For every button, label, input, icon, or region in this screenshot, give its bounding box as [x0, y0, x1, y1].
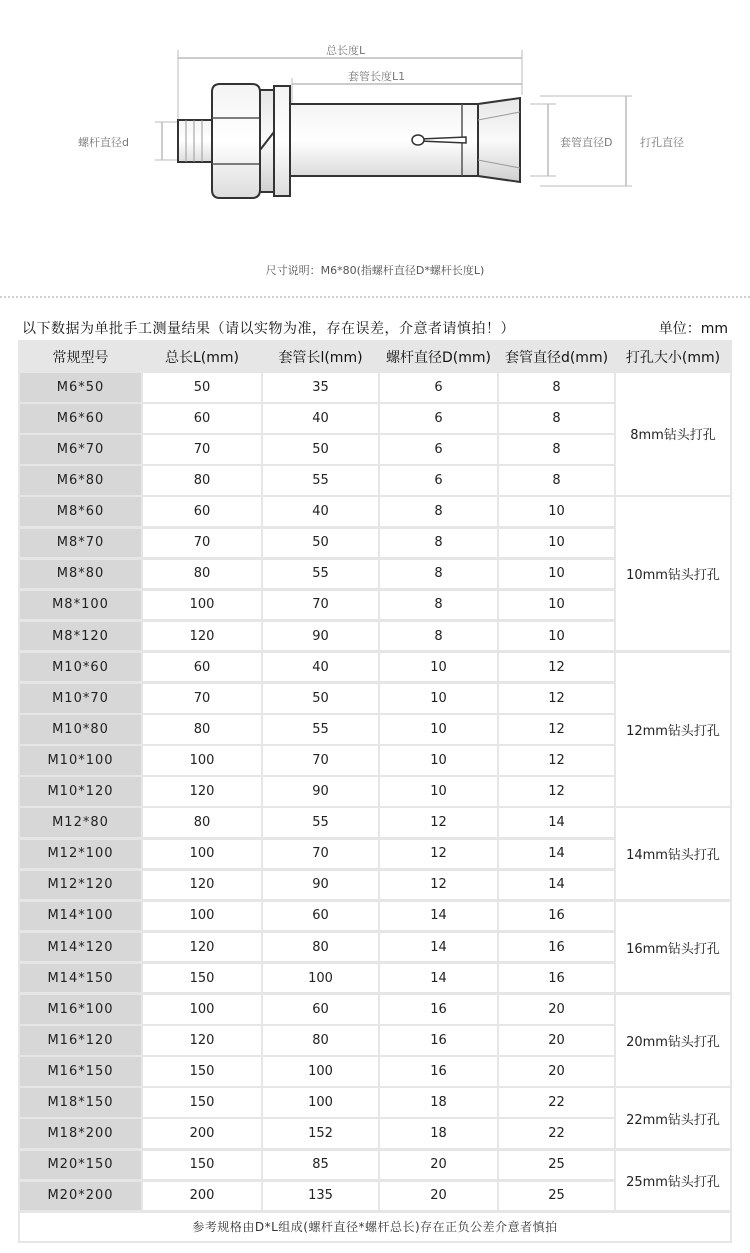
model-cell: M16*100: [20, 995, 141, 1024]
bolt-diameter-cell: 14: [380, 933, 497, 962]
total-length-label: 总长度L: [326, 44, 366, 57]
sleeve-diameter-label: 套管直径D: [560, 136, 613, 149]
drill-size-cell: 22mm钻头打孔: [616, 1088, 730, 1148]
total-length-cell: 70: [143, 684, 261, 713]
bolt-diameter-cell: 6: [380, 435, 497, 464]
model-cell: M8*60: [20, 497, 141, 526]
sleeve-diameter-cell: 12: [499, 684, 614, 713]
sleeve-diameter-cell: 16: [499, 902, 614, 931]
bolt-diameter-cell: 10: [380, 746, 497, 775]
sleeve-diameter-cell: 10: [499, 560, 614, 589]
total-length-cell: 80: [143, 466, 261, 495]
header-bolt-diameter: 螺杆直径D(mm): [380, 342, 497, 371]
sleeve-diameter-cell: 16: [499, 933, 614, 962]
bolt-diameter-cell: 8: [380, 622, 497, 651]
sleeve-length-cell: 70: [263, 591, 378, 620]
bolt-diameter-cell: 16: [380, 995, 497, 1024]
unit-label: 单位：mm: [658, 321, 728, 337]
bolt-diameter-cell: 20: [380, 1151, 497, 1180]
total-length-cell: 70: [143, 529, 261, 558]
total-length-cell: 120: [143, 871, 261, 900]
sleeve-length-cell: 40: [263, 497, 378, 526]
sleeve-diameter-cell: 8: [499, 373, 614, 402]
sleeve-length-cell: 70: [263, 746, 378, 775]
sleeve-length-cell: 90: [263, 777, 378, 806]
bolt-diameter-cell: 10: [380, 653, 497, 682]
bolt-diameter-cell: 16: [380, 1057, 497, 1086]
bolt-diameter-cell: 8: [380, 497, 497, 526]
model-cell: M18*200: [20, 1119, 141, 1148]
total-length-cell: 50: [143, 373, 261, 402]
header-drill-size: 打孔大小(mm): [616, 342, 730, 371]
sleeve-length-cell: 85: [263, 1151, 378, 1180]
sleeve-diameter-cell: 12: [499, 746, 614, 775]
sleeve-diameter-cell: 12: [499, 715, 614, 744]
model-cell: M6*50: [20, 373, 141, 402]
sleeve-length-cell: 80: [263, 933, 378, 962]
total-length-cell: 100: [143, 995, 261, 1024]
sleeve-diameter-cell: 10: [499, 622, 614, 651]
model-cell: M14*150: [20, 964, 141, 993]
drill-size-cell: 12mm钻头打孔: [616, 653, 730, 806]
bolt-diameter-cell: 10: [380, 777, 497, 806]
bolt-diameter-cell: 6: [380, 466, 497, 495]
model-cell: M18*150: [20, 1088, 141, 1117]
drill-size-cell: 8mm钻头打孔: [616, 373, 730, 495]
sleeve-length-cell: 50: [263, 684, 378, 713]
diagram-caption: 尺寸说明：M6*80(指螺杆直径D*螺杆长度L): [265, 264, 485, 277]
dotted-divider: [0, 296, 750, 298]
model-cell: M6*70: [20, 435, 141, 464]
total-length-cell: 100: [143, 746, 261, 775]
sleeve-diameter-cell: 14: [499, 840, 614, 869]
sleeve-length-cell: 40: [263, 404, 378, 433]
sleeve-diameter-cell: 20: [499, 1026, 614, 1055]
bolt-diameter-cell: 12: [380, 808, 497, 837]
bolt-diameter-cell: 12: [380, 871, 497, 900]
bolt-diameter-cell: 6: [380, 373, 497, 402]
sleeve-diameter-cell: 16: [499, 964, 614, 993]
sleeve-length-cell: 60: [263, 995, 378, 1024]
bolt-diameter-cell: 8: [380, 529, 497, 558]
bolt-diameter-cell: 12: [380, 840, 497, 869]
model-cell: M6*60: [20, 404, 141, 433]
total-length-cell: 80: [143, 715, 261, 744]
sleeve-length-cell: 70: [263, 840, 378, 869]
bolt-diameter-label: 螺杆直径d: [78, 136, 129, 149]
total-length-cell: 150: [143, 1057, 261, 1086]
model-cell: M12*80: [20, 808, 141, 837]
model-cell: M16*120: [20, 1026, 141, 1055]
sleeve-diameter-cell: 12: [499, 653, 614, 682]
model-cell: M8*70: [20, 529, 141, 558]
model-cell: M12*100: [20, 840, 141, 869]
sleeve-length-cell: 60: [263, 902, 378, 931]
table-footer-note: 参考规格由D*L组成(螺杆直径*螺杆总长)存在正负公差介意者慎拍: [20, 1213, 730, 1241]
sleeve-diameter-cell: 14: [499, 871, 614, 900]
sleeve-length-cell: 35: [263, 373, 378, 402]
model-cell: M10*80: [20, 715, 141, 744]
total-length-cell: 80: [143, 560, 261, 589]
drill-size-cell: 10mm钻头打孔: [616, 497, 730, 650]
model-cell: M8*80: [20, 560, 141, 589]
total-length-cell: 100: [143, 591, 261, 620]
sleeve-diameter-cell: 10: [499, 529, 614, 558]
model-cell: M20*150: [20, 1151, 141, 1180]
bolt-diameter-cell: 6: [380, 404, 497, 433]
drill-size-cell: 20mm钻头打孔: [616, 995, 730, 1086]
sleeve-length-cell: 55: [263, 560, 378, 589]
bolt-diameter-cell: 14: [380, 902, 497, 931]
header-sleeve-length: 套管长l(mm): [263, 342, 378, 371]
sleeve-diameter-cell: 25: [499, 1151, 614, 1180]
model-cell: M20*200: [20, 1182, 141, 1211]
model-cell: M14*120: [20, 933, 141, 962]
total-length-cell: 150: [143, 1151, 261, 1180]
model-cell: M8*100: [20, 591, 141, 620]
sleeve-length-cell: 40: [263, 653, 378, 682]
total-length-cell: 120: [143, 622, 261, 651]
total-length-cell: 60: [143, 653, 261, 682]
sleeve-length-cell: 50: [263, 529, 378, 558]
sleeve-length-cell: 55: [263, 808, 378, 837]
bolt-diameter-cell: 10: [380, 684, 497, 713]
sleeve-diameter-cell: 14: [499, 808, 614, 837]
total-length-cell: 70: [143, 435, 261, 464]
header-sleeve-diameter: 套管直径d(mm): [499, 342, 614, 371]
measurement-notice: 以下数据为单批手工测量结果（请以实物为准，存在误差，介意者请慎拍！）: [22, 321, 515, 337]
model-cell: M10*70: [20, 684, 141, 713]
header-model: 常规型号: [20, 342, 141, 371]
sleeve-diameter-cell: 22: [499, 1088, 614, 1117]
model-cell: M10*100: [20, 746, 141, 775]
model-cell: M14*100: [20, 902, 141, 931]
model-cell: M10*60: [20, 653, 141, 682]
sleeve-diameter-cell: 20: [499, 995, 614, 1024]
total-length-cell: 200: [143, 1119, 261, 1148]
bolt-diameter-cell: 18: [380, 1119, 497, 1148]
sleeve-length-cell: 100: [263, 1088, 378, 1117]
sleeve-length-cell: 80: [263, 1026, 378, 1055]
sleeve-diameter-cell: 12: [499, 777, 614, 806]
sleeve-length-label: 套管长度L1: [348, 70, 406, 83]
total-length-cell: 100: [143, 902, 261, 931]
total-length-cell: 100: [143, 840, 261, 869]
sleeve-diameter-cell: 8: [499, 466, 614, 495]
total-length-cell: 200: [143, 1182, 261, 1211]
bolt-diameter-cell: 8: [380, 560, 497, 589]
drill-size-cell: 25mm钻头打孔: [616, 1151, 730, 1211]
sleeve-length-cell: 90: [263, 871, 378, 900]
model-cell: M8*120: [20, 622, 141, 651]
sleeve-diameter-cell: 20: [499, 1057, 614, 1086]
drill-size-cell: 16mm钻头打孔: [616, 902, 730, 993]
total-length-cell: 80: [143, 808, 261, 837]
bolt-diameter-cell: 18: [380, 1088, 497, 1117]
sleeve-length-cell: 55: [263, 466, 378, 495]
sleeve-length-cell: 55: [263, 715, 378, 744]
sleeve-diameter-cell: 8: [499, 435, 614, 464]
bolt-diameter-cell: 10: [380, 715, 497, 744]
sleeve-length-cell: 50: [263, 435, 378, 464]
sleeve-length-cell: 90: [263, 622, 378, 651]
sleeve-diameter-cell: 10: [499, 497, 614, 526]
sleeve-length-cell: 135: [263, 1182, 378, 1211]
sleeve-length-cell: 100: [263, 1057, 378, 1086]
total-length-cell: 120: [143, 1026, 261, 1055]
sleeve-length-cell: 100: [263, 964, 378, 993]
sleeve-diameter-cell: 8: [499, 404, 614, 433]
total-length-cell: 150: [143, 964, 261, 993]
total-length-cell: 60: [143, 404, 261, 433]
bolt-diameter-cell: 16: [380, 1026, 497, 1055]
total-length-cell: 60: [143, 497, 261, 526]
model-cell: M16*150: [20, 1057, 141, 1086]
bolt-diameter-cell: 14: [380, 964, 497, 993]
sleeve-diameter-cell: 25: [499, 1182, 614, 1211]
total-length-cell: 120: [143, 933, 261, 962]
total-length-cell: 120: [143, 777, 261, 806]
hole-diameter-label: 打孔直径: [640, 136, 684, 149]
header-total-length: 总长L(mm): [143, 342, 261, 371]
model-cell: M6*80: [20, 466, 141, 495]
spec-table: [18, 340, 732, 1243]
bolt-diameter-cell: 20: [380, 1182, 497, 1211]
model-cell: M10*120: [20, 777, 141, 806]
sleeve-diameter-cell: 22: [499, 1119, 614, 1148]
total-length-cell: 150: [143, 1088, 261, 1117]
drill-size-cell: 14mm钻头打孔: [616, 808, 730, 899]
expansion-bolt-diagram: [0, 0, 750, 300]
expansion-bolt-drawing: [0, 0, 750, 300]
sleeve-length-cell: 152: [263, 1119, 378, 1148]
model-cell: M12*120: [20, 871, 141, 900]
sleeve-diameter-cell: 10: [499, 591, 614, 620]
bolt-diameter-cell: 8: [380, 591, 497, 620]
